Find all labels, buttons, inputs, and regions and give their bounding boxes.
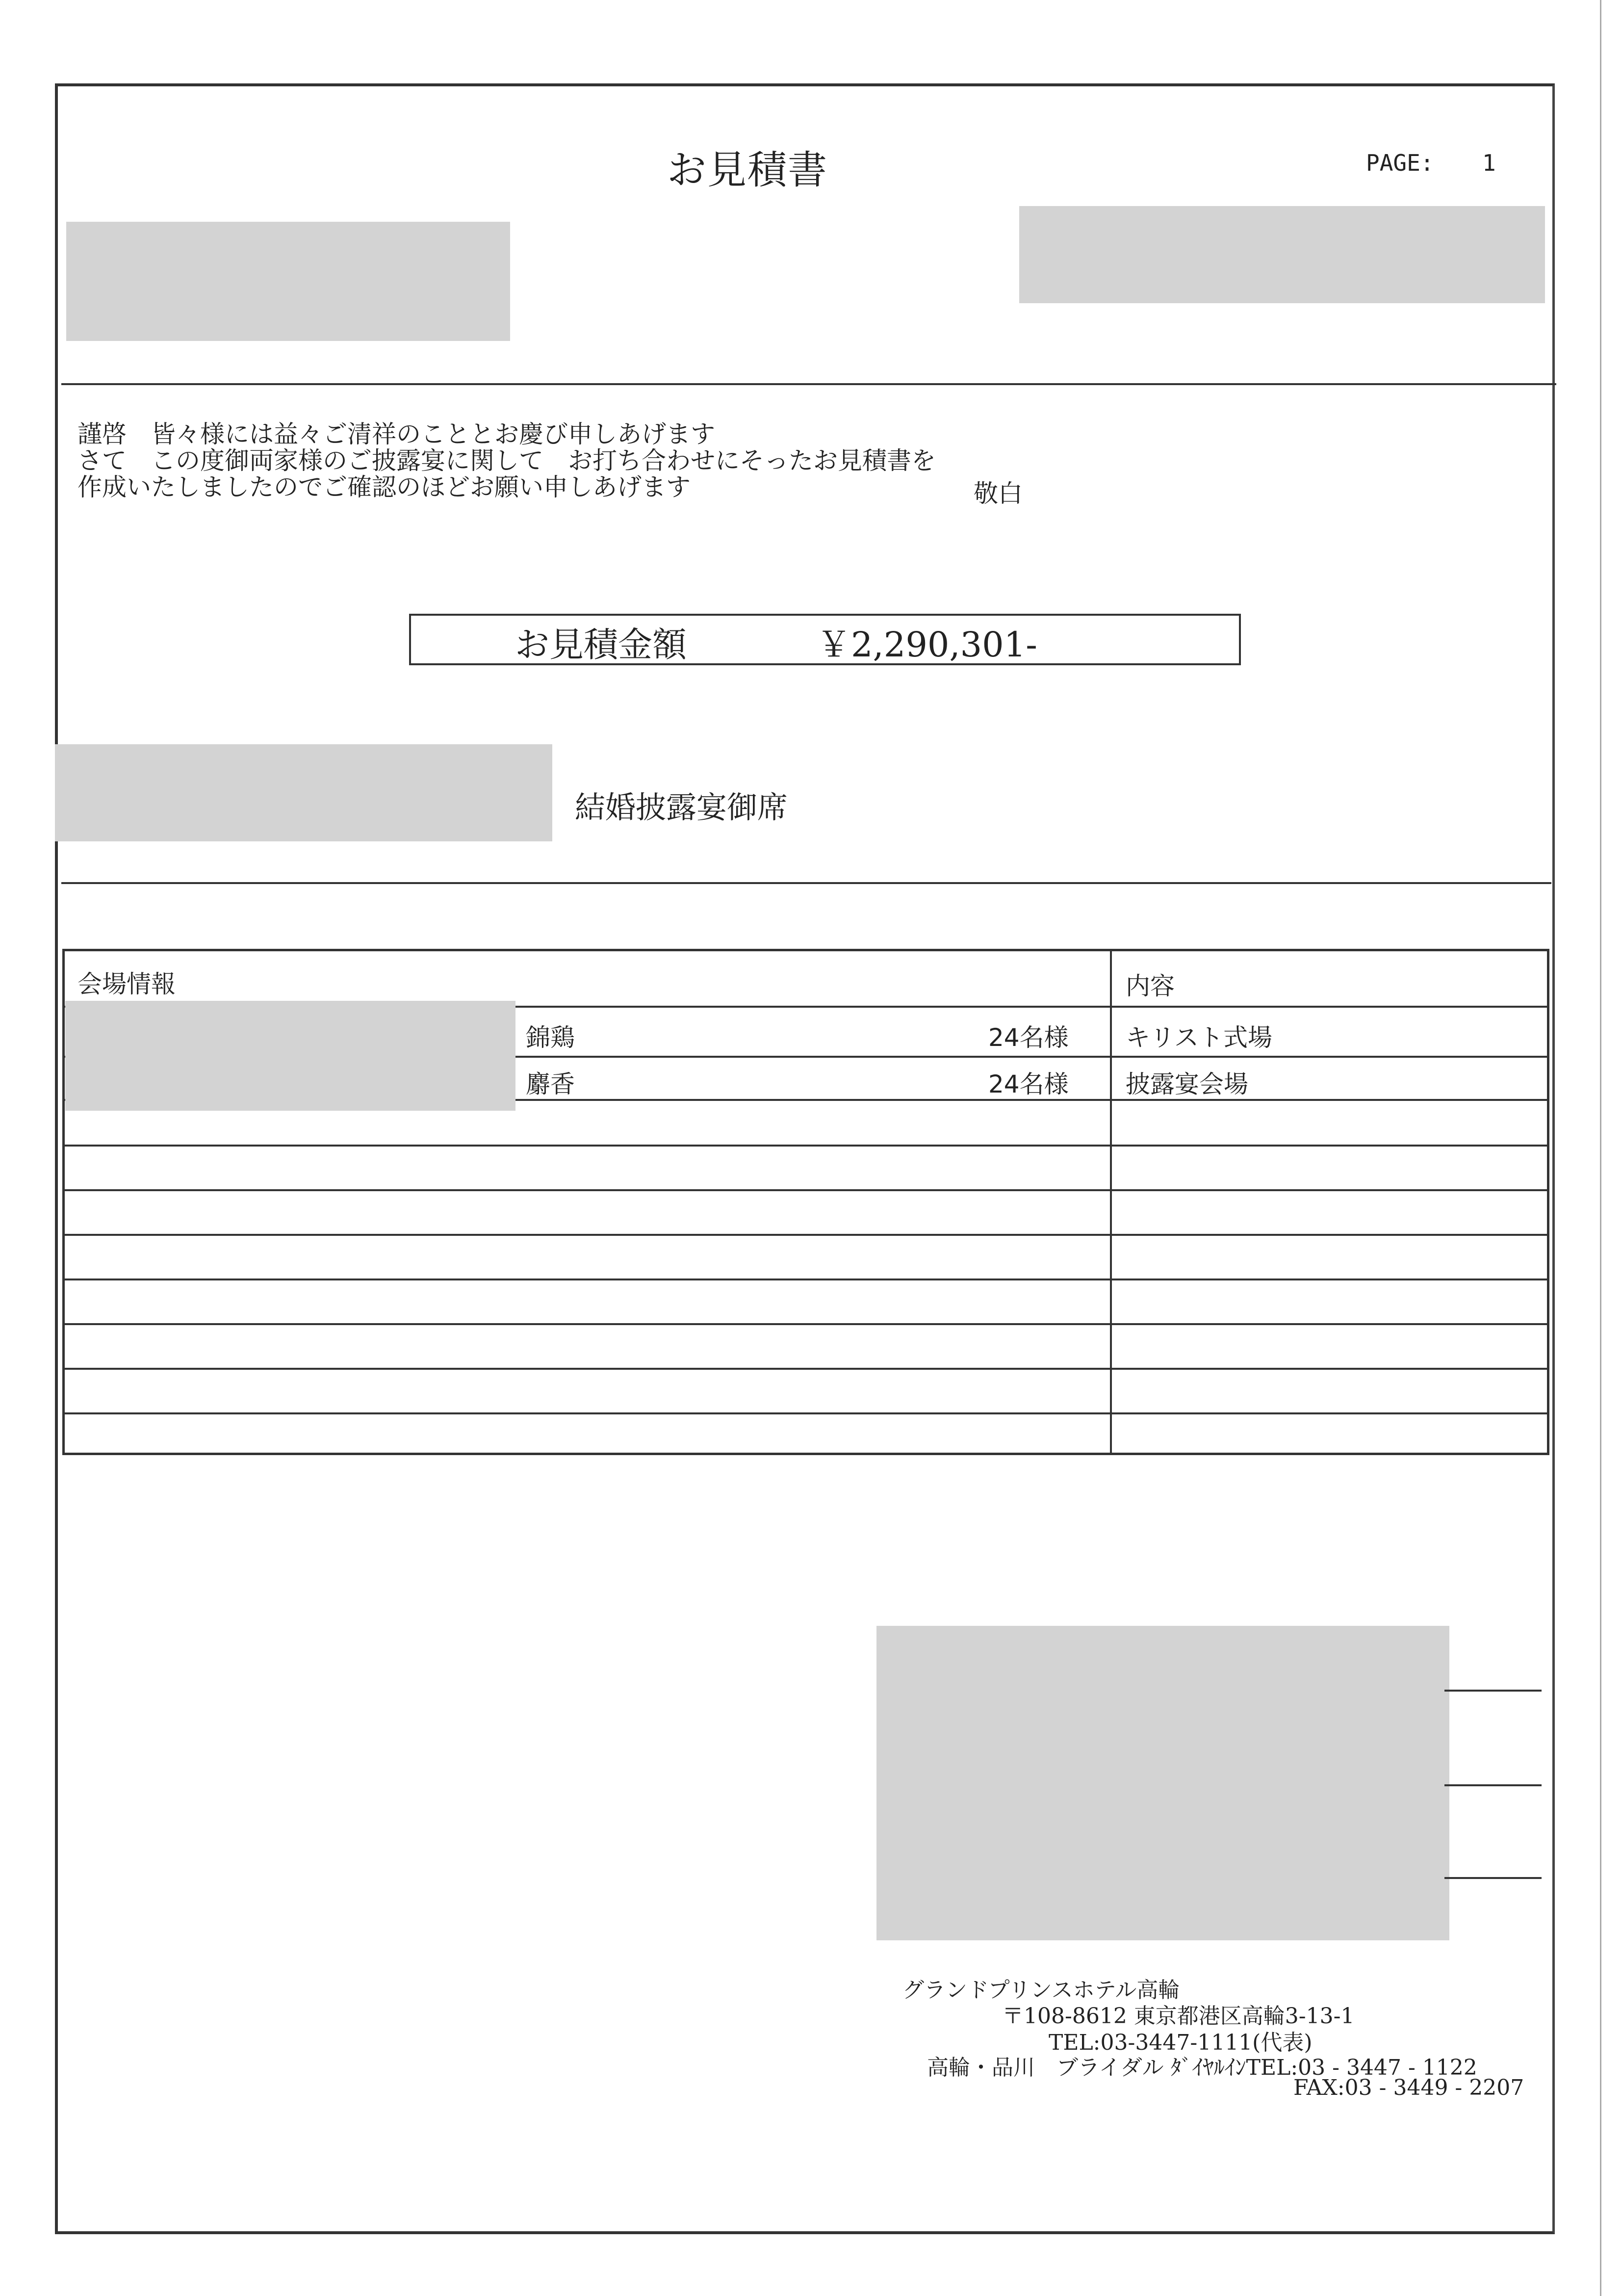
table-row-guests: 24名様 (988, 1023, 1069, 1052)
greeting-line-1: 謹啓 皆々様には益々ご清祥のこととお慶び申しあげます (77, 420, 715, 448)
table-row-room: 錦鶏 (526, 1023, 575, 1052)
table-row-line (62, 1323, 1549, 1325)
table-row-line (62, 1145, 1549, 1147)
signature-line (1444, 1784, 1542, 1786)
greeting-closing: 敬白 (974, 479, 1023, 508)
hotel-name: グランドプリンスホテル高輪 (902, 1978, 1180, 2003)
greeting-line-3: 作成いたしましたのでご確認のほどお願い申しあげます (77, 473, 691, 501)
table-row-content: キリスト式場 (1126, 1023, 1272, 1052)
redacted-recipient (66, 222, 510, 341)
estimate-amount-value: ￥2,290,301- (817, 625, 1037, 665)
table-row-content: 披露宴会場 (1126, 1070, 1248, 1098)
redacted-reference (1019, 206, 1545, 303)
estimate-amount-label: お見積金額 (515, 625, 687, 665)
table-row-line (62, 1368, 1549, 1370)
event-title: 結婚披露宴御席 (575, 789, 788, 825)
table-row-line (62, 1189, 1549, 1191)
header-divider (61, 383, 1556, 385)
table-row-guests: 24名様 (988, 1070, 1069, 1098)
redacted-venue-name (65, 1001, 515, 1111)
greeting-text (77, 421, 936, 500)
scan-edge-line (1600, 0, 1601, 2296)
document-title: お見積書 (667, 147, 828, 193)
hotel-tel: TEL:03-3447-1111(代表) (1049, 2030, 1313, 2055)
table-row-line (62, 1278, 1549, 1280)
redacted-family-names (55, 744, 552, 841)
table-row-line (62, 1234, 1549, 1236)
greeting-line-2: さて この度御両家様のご披露宴に関して お打ち合わせにそったお見積書を (77, 446, 936, 475)
hotel-bridal-tel: 高輪・品川 ブライダル ﾀﾞｲﾔﾙｲﾝTEL:03 - 3447 - 1122 (927, 2055, 1477, 2080)
event-divider (61, 882, 1551, 884)
hotel-fax: FAX:03 - 3449 - 2207 (1293, 2075, 1524, 2100)
signature-line (1444, 1690, 1542, 1692)
hotel-address: 〒108-8612 東京都港区高輪3-13-1 (1002, 2004, 1355, 2029)
table-row-line (62, 1412, 1549, 1414)
table-row-room: 麝香 (526, 1070, 575, 1098)
table-header-venue-info: 会場情報 (77, 970, 176, 998)
redacted-signature-block (876, 1626, 1449, 1940)
page-label: PAGE: (1366, 150, 1434, 176)
venue-table-column-divider (1110, 949, 1112, 1455)
signature-line (1444, 1877, 1542, 1879)
page-number: 1 (1482, 150, 1496, 176)
table-header-content: 内容 (1126, 972, 1175, 1000)
